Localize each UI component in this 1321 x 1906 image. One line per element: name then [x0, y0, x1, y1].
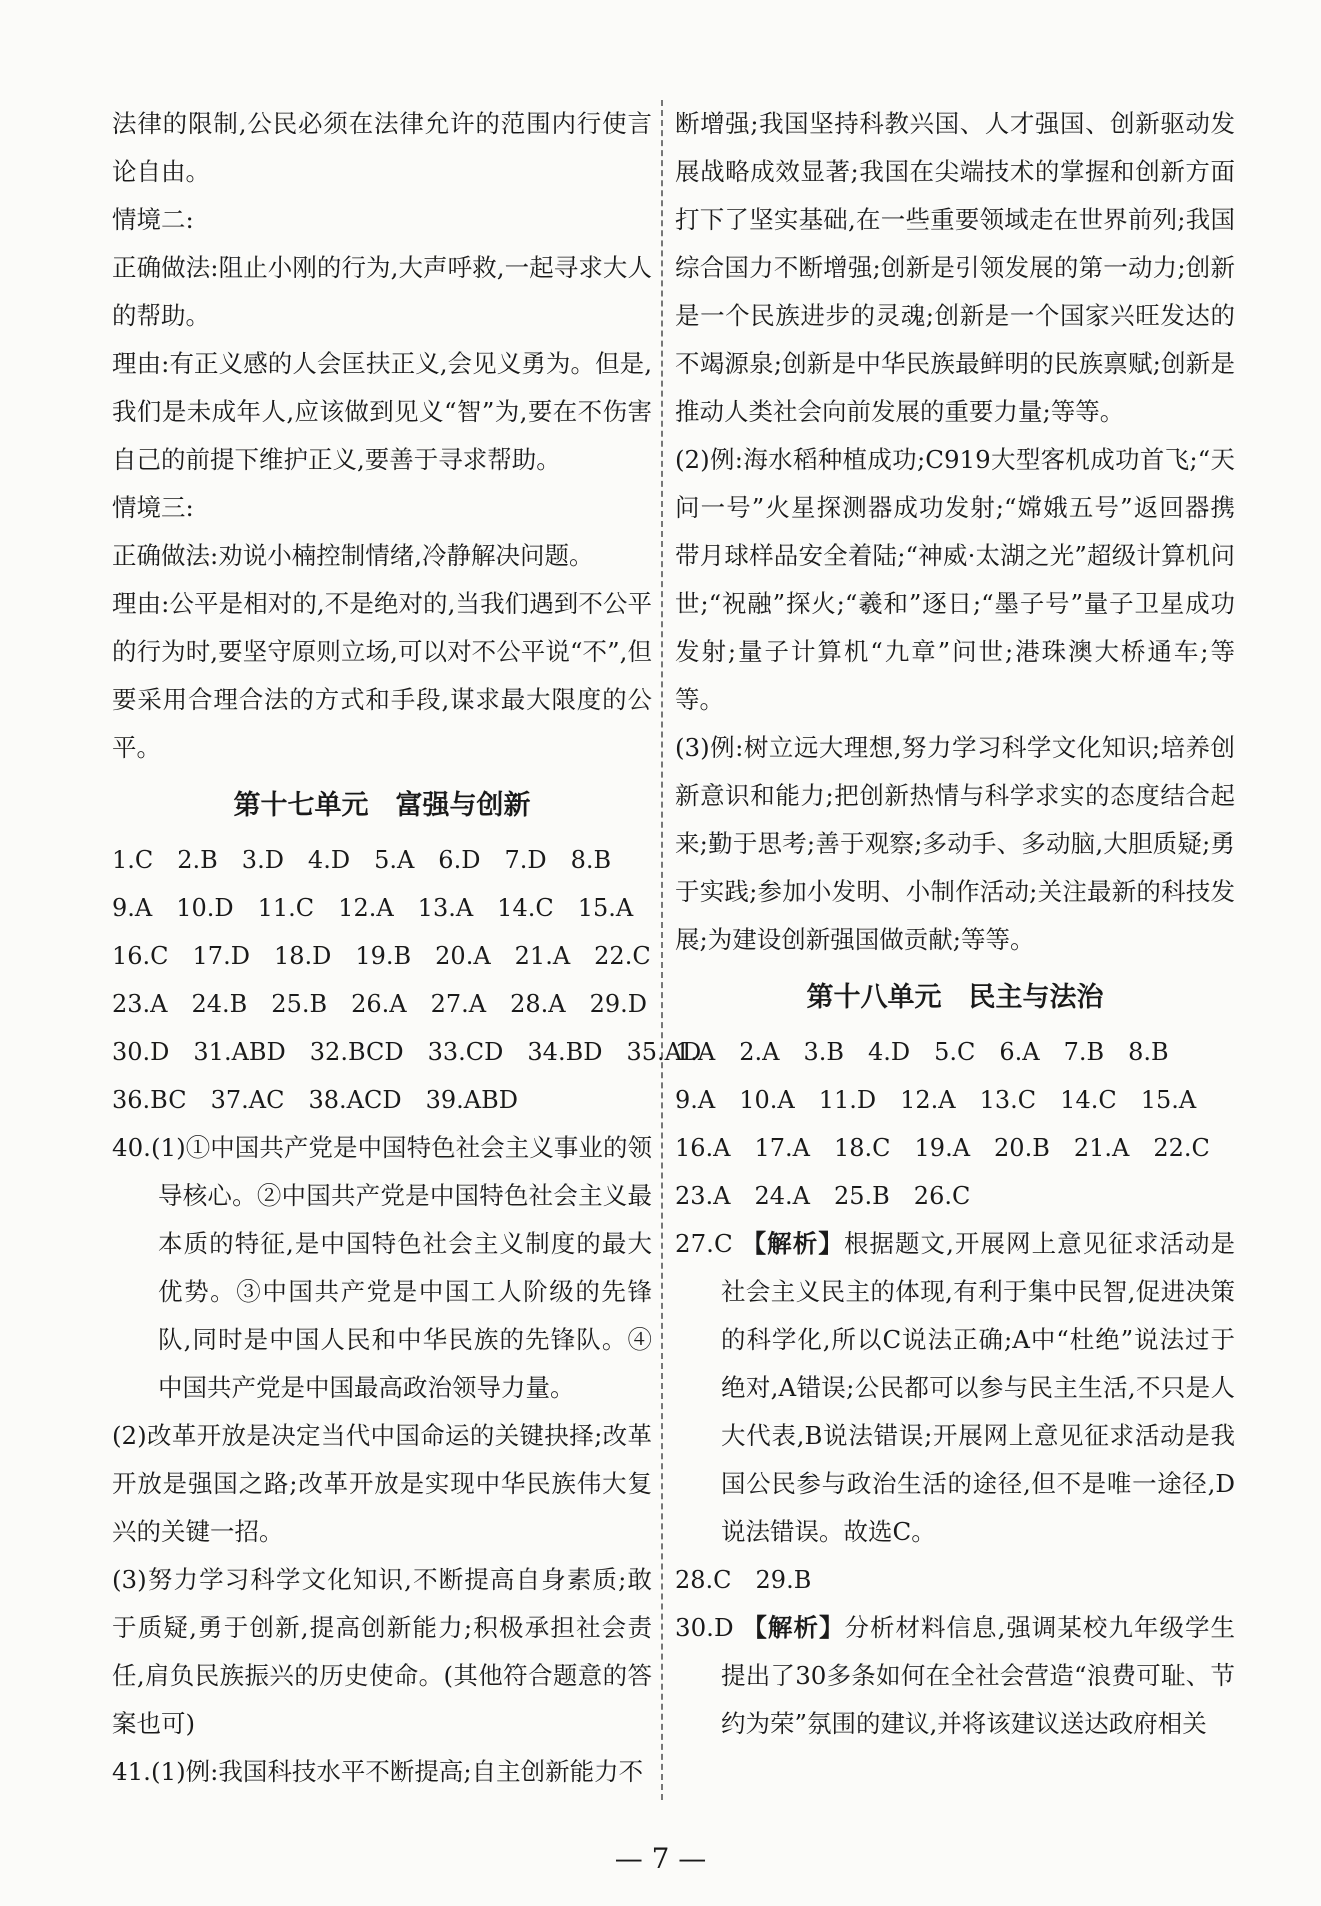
question-30-analysis: 分析材料信息,强调某校九年级学生提出了30多条如何在全社会营造“浪费可耻、节约为荣”氛围的建议,并将该建议送达政府相关: [721, 1613, 1235, 1738]
scenario-3-action: 正确做法:劝说小楠控制情绪,冷静解决问题。: [112, 541, 594, 570]
column-divider: [661, 100, 663, 1800]
question-41-part-3: (3)例:树立远大理想,努力学习科学文化知识;培养创新意识和能力;把创新热情与科学求实的态度结合起来;勤于思考;善于观察;多动手、多动脑,大胆质疑;勇于实践;参加小发明、小制作活动;关注最新的科技发展;为建设创新强国做贡献;等等。: [675, 733, 1235, 954]
answer-row: 1.C 2.B 3.D 4.D 5.A 6.D 7.D 8.B: [112, 846, 612, 874]
answer-row: 28.C 29.B: [675, 1566, 812, 1594]
unit-18-heading: 第十八单元 民主与法治: [806, 982, 1104, 1013]
analysis-tag: 【解析】: [741, 1229, 844, 1258]
answer-row: 23.A 24.A 25.B 26.C: [675, 1182, 971, 1210]
scenario-2-action: 正确做法:阻止小刚的行为,大声呼救,一起寻求大人的帮助。: [112, 253, 652, 330]
question-30: [675, 1604, 1235, 1748]
question-27: [675, 1220, 1235, 1556]
answer-row: 16.C 17.D 18.D 19.B 20.A 21.A 22.C: [112, 942, 651, 970]
analysis-tag: 【解析】: [742, 1613, 845, 1642]
left-column: [112, 100, 702, 1796]
question-41-part-2: (2)例:海水稻种植成功;C919大型客机成功首飞;“天问一号”火星探测器成功发射;“嫦娥五号”返回器携带月球样品安全着陆;“神威·太湖之光”超级计算机问世;“祝融”探火;“羲和”逐日;“墨子号”量子卫星成功发射;量子计算机“九章”问世;港珠澳大桥通车;等等。: [675, 445, 1235, 714]
question-30-answer: 30.D: [675, 1613, 734, 1642]
answer-row: 36.BC 37.AC 38.ACD 39.ABD: [112, 1086, 518, 1114]
unit-17-heading: 第十七单元 富强与创新: [233, 790, 531, 821]
question-40-part-3: (3)努力学习科学文化知识,不断提高自身素质;敢于质疑,勇于创新,提高创新能力;积极承担社会责任,肩负民族振兴的历史使命。(其他符合题意的答案也可): [112, 1565, 652, 1738]
page-number: — 7 —: [614, 1842, 707, 1875]
question-41-part-1: 41.(1)例:我国科技水平不断提高;自主创新能力不: [112, 1757, 644, 1786]
question-27-answer: 27.C: [675, 1229, 733, 1258]
scenario-2-reason: 理由:有正义感的人会匡扶正义,会见义勇为。但是,我们是未成年人,应该做到见义“智”为,要在不伤害自己的前提下维护正义,要善于寻求帮助。: [112, 349, 652, 474]
right-column: [675, 100, 1235, 1748]
scenario-3-title: 情境三:: [112, 493, 194, 522]
answer-row: 30.D 31.ABD 32.BCD 33.CD 34.BD 35.AD: [112, 1038, 702, 1066]
answer-row: 16.A 17.A 18.C 19.A 20.B 21.A 22.C: [675, 1134, 1210, 1162]
question-40-part-1: 40.(1)①中国共产党是中国特色社会主义事业的领导核心。②中国共产党是中国特色社会主义最本质的特征,是中国特色社会主义制度的最大优势。③中国共产党是中国工人阶级的先锋队,同时是中国人民和中华民族的先锋队。④中国共产党是中国最高政治领导力量。: [112, 1133, 652, 1402]
scenario-2-title: 情境二:: [112, 205, 194, 234]
question-41-continued: 断增强;我国坚持科教兴国、人才强国、创新驱动发展战略成效显著;我国在尖端技术的掌握和创新方面打下了坚实基础,在一些重要领域走在世界前列;我国综合国力不断增强;创新是引领发展的第一动力;创新是一个民族进步的灵魂;创新是一个国家兴旺发达的不竭源泉;创新是中华民族最鲜明的民族禀赋;创新是推动人类社会向前发展的重要力量;等等。: [675, 109, 1235, 426]
answer-row: 1.A 2.A 3.B 4.D 5.C 6.A 7.B 8.B: [675, 1038, 1169, 1066]
answer-row: 9.A 10.A 11.D 12.A 13.C 14.C 15.A: [675, 1086, 1197, 1114]
question-40-part-2: (2)改革开放是决定当代中国命运的关键抉择;改革开放是强国之路;改革开放是实现中华民族伟大复兴的关键一招。: [112, 1421, 652, 1546]
scenario-3-reason: 理由:公平是相对的,不是绝对的,当我们遇到不公平的行为时,要坚守原则立场,可以对不公平说“不”,但要采用合理合法的方式和手段,谋求最大限度的公平。: [112, 589, 652, 762]
answer-row: 23.A 24.B 25.B 26.A 27.A 28.A 29.D: [112, 990, 648, 1018]
question-27-analysis: 根据题文,开展网上意见征求活动是社会主义民主的体现,有利于集中民智,促进决策的科学化,所以C说法正确;A中“杜绝”说法过于绝对,A错误;公民都可以参与民主生活,不只是人大代表,B说法错误;开展网上意见征求活动是我国公民参与政治生活的途径,但不是唯一途径,D说法错误。故选C。: [721, 1229, 1236, 1546]
paragraph-law-limit: 法律的限制,公民必须在法律允许的范围内行使言论自由。: [112, 109, 652, 186]
answer-row: 9.A 10.D 11.C 12.A 13.A 14.C 15.A: [112, 894, 634, 922]
